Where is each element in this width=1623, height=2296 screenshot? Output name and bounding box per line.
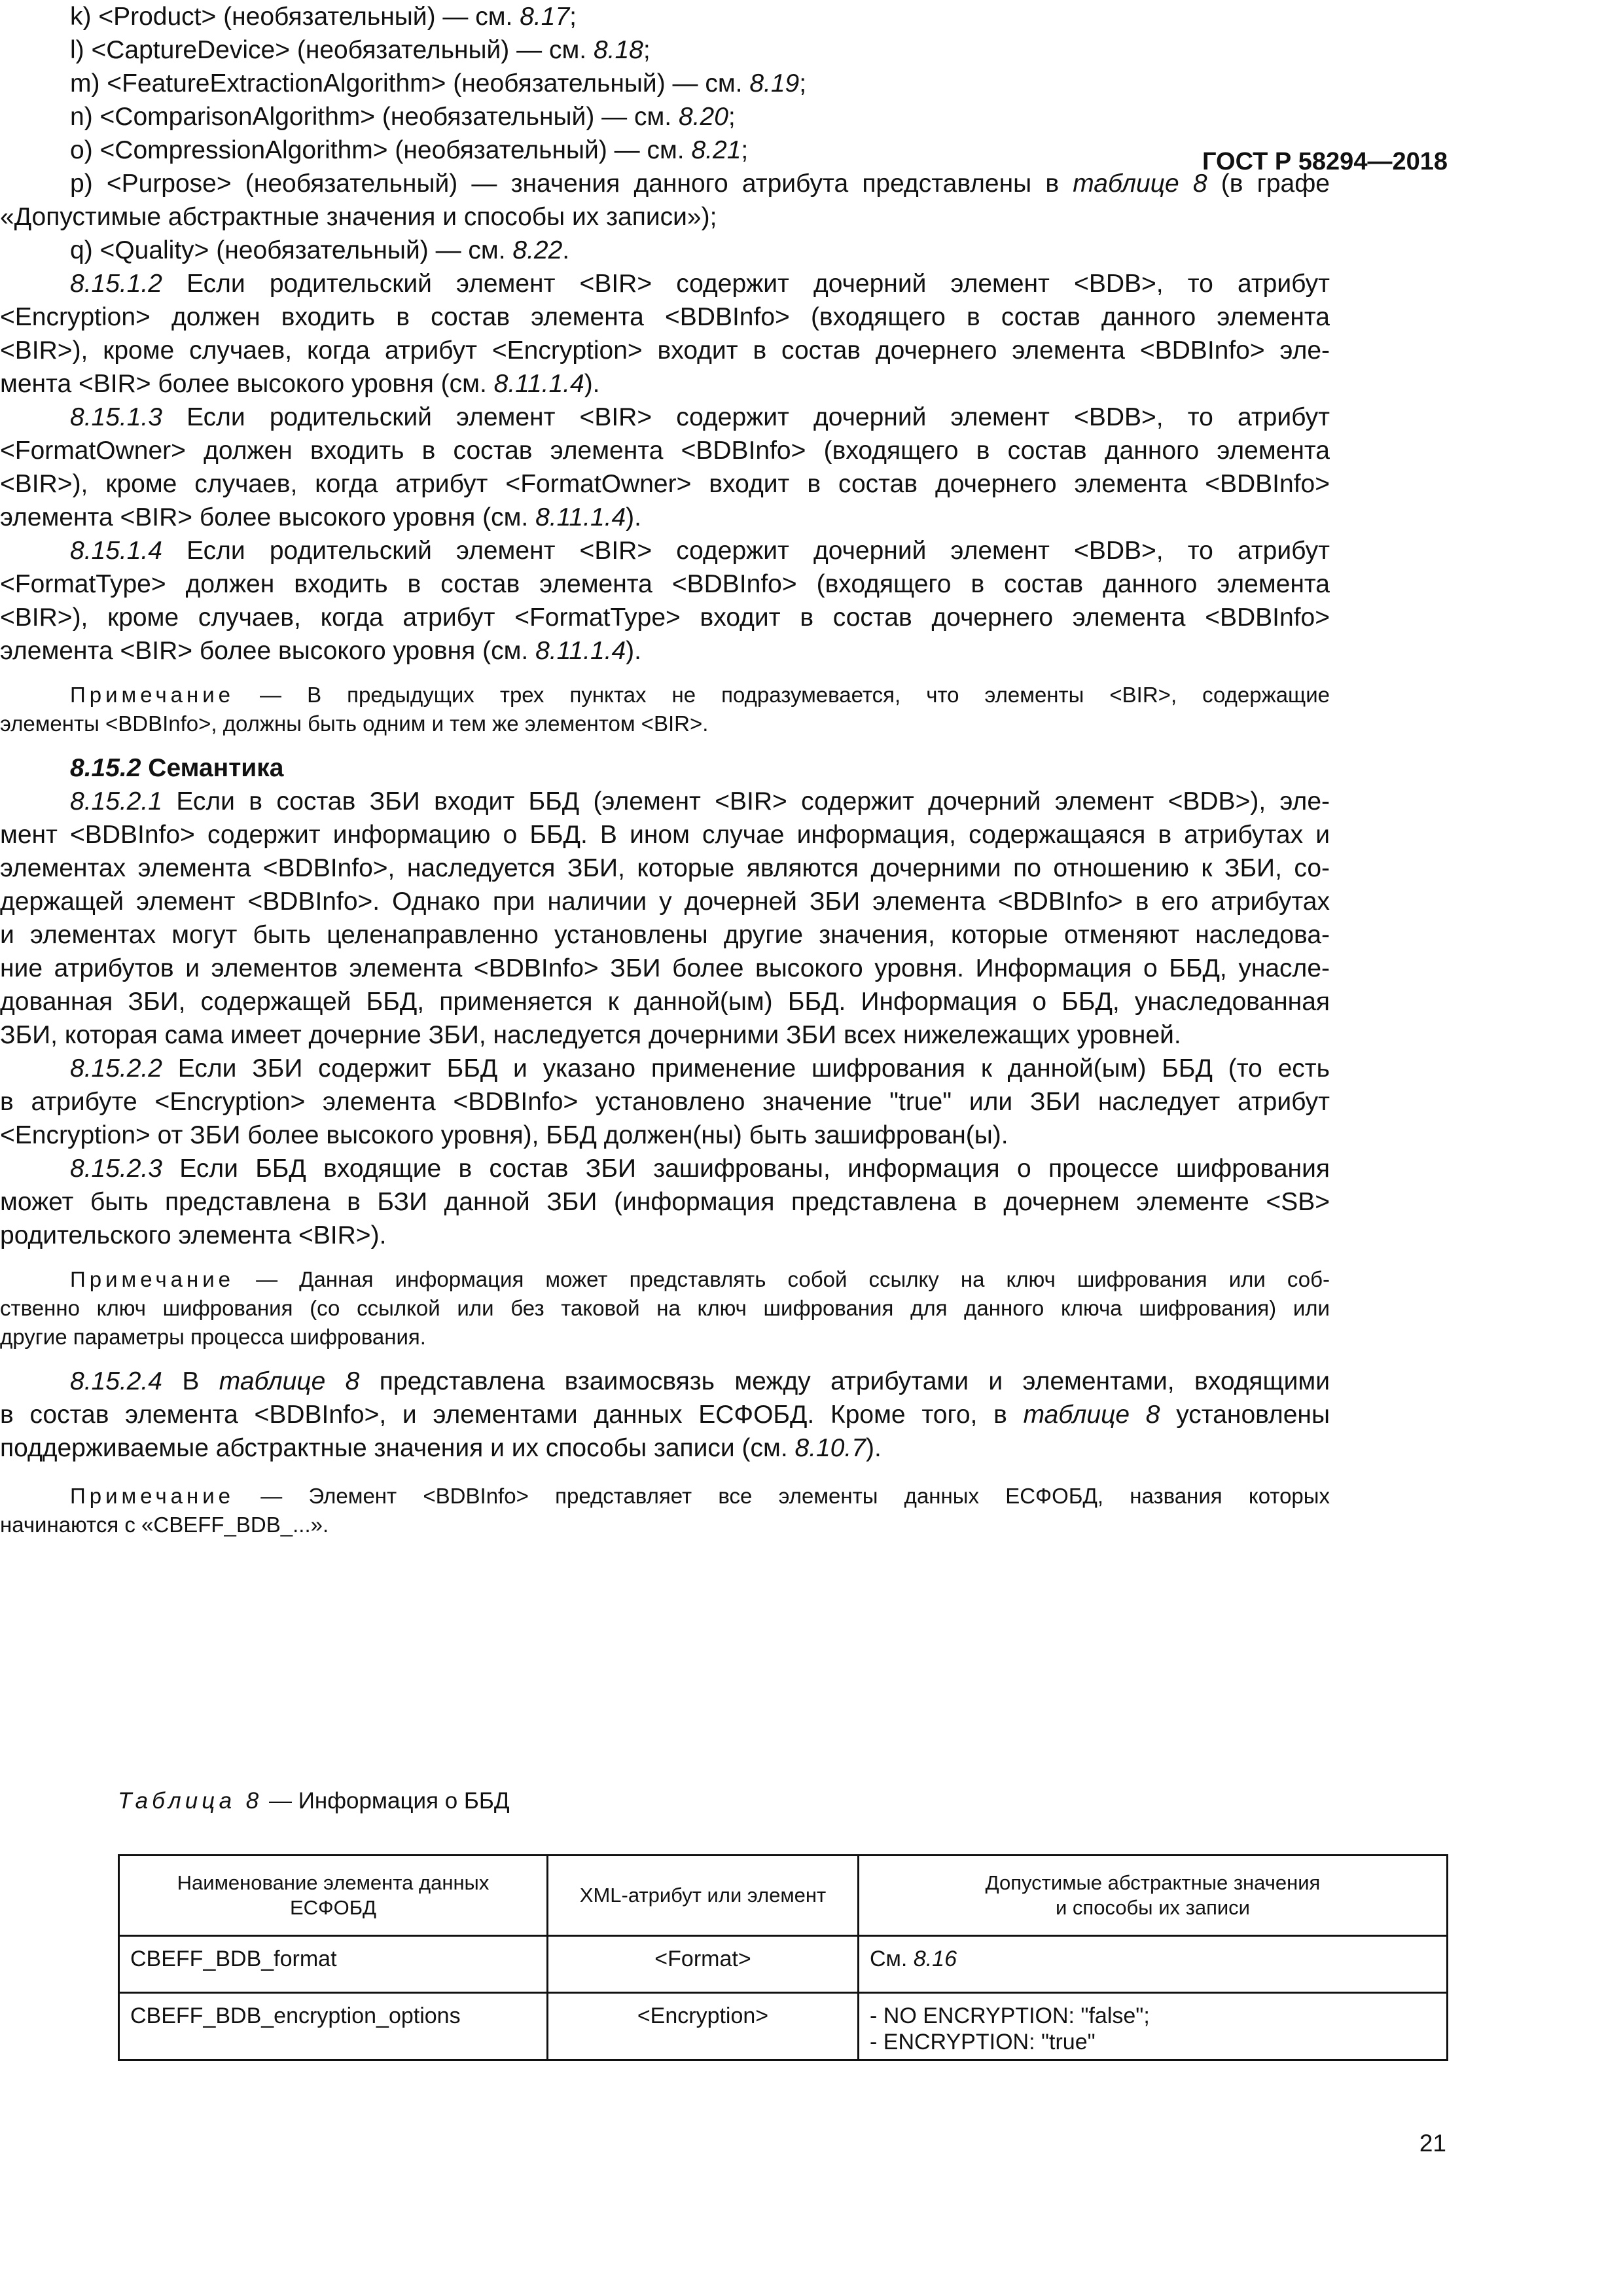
clause-8-15-2-4: 8.15.2.4 В таблице 8 представлена взаимосвязь между атрибутами и элементами, входящими в состав элемента <BDBInfo>, и элементами данных ЕСФОБД. Кроме того, в таблице 8 установлены поддерживаемые абстрактные значения и их способы записи (см. 8.10.7). [0, 1367, 1330, 1462]
header-xml: XML-атрибут или элемент [548, 1856, 859, 1936]
list-item-k: k) <Product> (необязательный) — см. 8.17; [70, 3, 577, 31]
clause-8-15-1-4: 8.15.1.4 Если родительский элемент <BIR> содержит дочерний элемент <BDB>, то атрибут <FormatType> должен входить в состав элемента <BDBInfo> (входящего в состав данного элемента <BIR>), кроме случаев, когда атрибут <FormatType> входит в состав дочернего элемента <BDBInfo> элемента <BIR> более высокого уровня (см. 8.11.1.4). [0, 537, 1330, 665]
list-item-q: q) <Quality> (необязательный) — см. 8.22. [70, 236, 570, 264]
list-item-l: l) <CaptureDevice> (необязательный) — см. 8.18; [70, 36, 651, 64]
clause-8-15-2-3: 8.15.2.3 Если ББД входящие в состав ЗБИ зашифрованы, информация о процессе шифрования может быть представлена в БЗИ данной ЗБИ (информация представлена в дочернем элементе <SB> родительского элемента <BIR>). [0, 1155, 1330, 1249]
table-row [119, 1936, 1448, 1993]
cell-xml: <Format> [548, 1936, 859, 1993]
list-item-m: m) <FeatureExtractionAlgorithm> (необязательный) — см. 8.19; [70, 69, 807, 98]
clause-8-15-1-3: 8.15.1.3 Если родительский элемент <BIR> содержит дочерний элемент <BDB>, то атрибут <FormatOwner> должен входить в состав элемента <BDBInfo> (входящего в состав данного элемента <BIR>), кроме случаев, когда атрибут <FormatOwner> входит в состав дочернего элемента <BDBInfo> элемента <BIR> более высокого уровня (см. 8.11.1.4). [0, 403, 1330, 531]
clause-8-15-2-1: 8.15.2.1 Если в состав ЗБИ входит ББД (элемент <BIR> содержит дочерний элемент <BDB>), эле- мент <BDBInfo> содержит информацию о ББД. В ином случае информация, содержащаяся в атрибутах и элементах элемента <BDBInfo>, наследуется ЗБИ, которые являются дочерними по отношению к ЗБИ, со- держащей элемент <BDBInfo>. Однако при наличии у дочерней ЗБИ элемента <BDBInfo> в его атрибутах и элементах могут быть целенаправленно установлены другие значения, которые отменяют наследова- ние атрибутов и элементов элемента <BDBInfo> ЗБИ более высокого уровня. Информация о ББД, унасле- дованная ЗБИ, содержащей ББД, применяется к данной(ым) ББД. Информация о ББД, унаследованная ЗБИ, которая сама имеет дочерние ЗБИ, наследуется дочерними ЗБИ всех нижележащих уровней. [0, 787, 1330, 1049]
clause-8-15-2-2: 8.15.2.2 Если ЗБИ содержит ББД и указано применение шифрования к данной(ым) ББД (то есть в атрибуте <Encryption> элемента <BDBInfo> установлено значение "true" или ЗБИ наследует атрибут <Encryption> от ЗБИ более высокого уровня), ББД должен(ны) быть зашифрован(ы). [0, 1054, 1330, 1149]
cell-data-element: CBEFF_BDB_encryption_options [119, 1993, 548, 2060]
list-item-o: o) <CompressionAlgorithm> (необязательный) — см. 8.21; [70, 136, 749, 164]
section-heading-8-15-2: 8.15.2 Семантика [70, 754, 284, 782]
cell-data-element: CBEFF_BDB_format [119, 1936, 548, 1993]
cell-values: См. 8.16 [859, 1936, 1448, 1993]
note-1: Примечание — В предыдущих трех пунктах не подразумевается, что элементы <BIR>, содержащие элементы <BDBInfo>, должны быть одним и тем же элементом <BIR>. [0, 683, 1330, 736]
bbd-info-table [118, 1854, 1448, 2061]
note-3: Примечание — Элемент <BDBInfo> представляет все элементы данных ЕСФОБД, названия которых начинаются с «CBEFF_BDB_...». [0, 1484, 1330, 1537]
table-caption: Таблица 8 — Информация о ББД [118, 1788, 510, 1814]
list-item-p-line2: «Допустимые абстрактные значения и способы их записи»); [0, 203, 717, 231]
table-row [119, 1993, 1448, 2060]
cell-xml: <Encryption> [548, 1993, 859, 2060]
table-header-row [119, 1856, 1448, 1936]
note-2: Примечание — Данная информация может представлять собой ссылку на ключ шифрования или соб- ственно ключ шифрования (со ссылкой или без таковой на ключ шифрования для данного ключа шифрования) или другие параметры процесса шифрования. [0, 1267, 1330, 1349]
header-values: Допустимые абстрактные значения и способы их записи [859, 1856, 1448, 1936]
list-item-n: n) <ComparisonAlgorithm> (необязательный) — см. 8.20; [70, 103, 736, 131]
list-item-p-line1: p) <Purpose> (необязательный) — значения данного атрибута представлены в таблице 8 (в графе [70, 170, 1330, 198]
header-data-element: Наименование элемента данных ЕСФОБД [119, 1856, 548, 1936]
cell-values: - NO ENCRYPTION: "false"; - ENCRYPTION: "true" [859, 1993, 1448, 2060]
page-number: 21 [1419, 2130, 1446, 2157]
clause-8-15-1-2: 8.15.1.2 Если родительский элемент <BIR> содержит дочерний элемент <BDB>, то атрибут <Encryption> должен входить в состав элемента <BDBInfo> (входящего в состав данного элемента <BIR>), кроме случаев, когда атрибут <Encryption> входит в состав дочернего элемента <BDBInfo> эле- мента <BIR> более высокого уровня (см. 8.11.1.4). [0, 270, 1330, 398]
document-code: ГОСТ Р 58294—2018 [1202, 148, 1448, 175]
